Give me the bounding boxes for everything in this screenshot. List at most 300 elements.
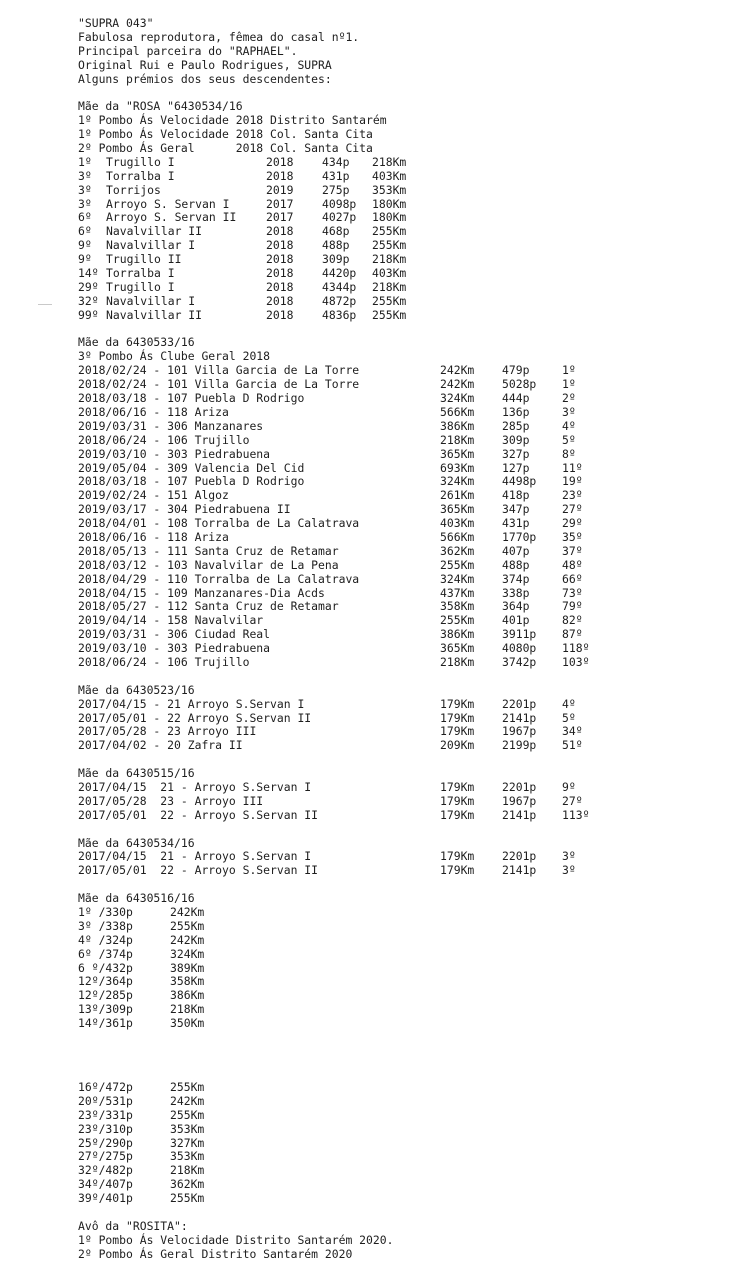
race-date-name: 2017/04/02 - 20 Zafra II: [78, 738, 243, 753]
race-distance: 324Km: [440, 391, 475, 406]
race-date-name: 2018/06/24 - 106 Trujillo: [78, 432, 250, 447]
race-points: 3742p: [502, 654, 537, 669]
race-points: 1967p: [502, 793, 537, 808]
margin-dash: [38, 304, 52, 305]
race-place: 27º: [562, 793, 583, 808]
result-place: 9º: [78, 252, 92, 267]
result-place-points: 39º/401p: [78, 1191, 133, 1206]
race-distance: 566Km: [440, 529, 475, 544]
race-date-name: 2018/03/18 - 107 Puebla D Rodrigo: [78, 391, 305, 406]
result-distance: 255Km: [372, 293, 407, 308]
result-place-points: 13º/309p: [78, 1002, 133, 1017]
race-place: 66º: [562, 571, 583, 586]
race-points: 431p: [502, 516, 530, 531]
race-row: [78, 545, 728, 559]
result-location: Trugillo II: [106, 252, 182, 267]
result-location: Arroyo S. Servan II: [106, 210, 237, 225]
result-row: [78, 1192, 728, 1206]
race-date-name: 2017/05/01 22 - Arroyo S.Servan II: [78, 863, 319, 878]
result-distance: 255Km: [372, 238, 407, 253]
result-place-points: 1º /330p: [78, 905, 133, 919]
result-year: 2018: [266, 238, 294, 253]
race-date-name: 2019/03/31 - 306 Ciudad Real: [78, 627, 271, 642]
race-distance: 437Km: [440, 585, 475, 600]
result-row: [78, 198, 728, 212]
race-distance: 324Km: [440, 571, 475, 586]
race-distance: 179Km: [440, 696, 475, 711]
result-distance: 353Km: [170, 1149, 205, 1164]
section-intro: Alguns prémios dos seus descendentes:: [78, 71, 332, 86]
race-points: 338p: [502, 585, 530, 600]
race-distance: 358Km: [440, 599, 475, 614]
result-place: 29º: [78, 279, 99, 294]
race-date-name: 2018/05/13 - 111 Santa Cruz de Retamar: [78, 543, 339, 558]
m523-results-table: [78, 698, 728, 754]
race-row: [78, 656, 728, 670]
result-row: [78, 989, 728, 1003]
race-points: 2201p: [502, 696, 537, 711]
race-row: [78, 392, 728, 406]
race-place: 5º: [562, 432, 576, 447]
race-place: 73º: [562, 585, 583, 600]
rosa-results-table: [78, 156, 728, 323]
m534-results-table: [78, 850, 728, 878]
pedigree-document: [78, 17, 728, 1262]
result-distance: 389Km: [170, 960, 205, 975]
result-place-points: 25º/290p: [78, 1135, 133, 1150]
race-date-name: 2019/02/24 - 151 Algoz: [78, 488, 229, 503]
result-place-points: 6 º/432p: [78, 960, 133, 975]
result-row: [78, 1017, 728, 1031]
result-row: [78, 253, 728, 267]
race-place: 37º: [562, 543, 583, 558]
result-place-points: 4º /324p: [78, 932, 133, 947]
race-distance: 218Km: [440, 432, 475, 447]
result-points: 4872p: [322, 293, 357, 308]
result-row: [78, 295, 728, 309]
result-row: [78, 1150, 728, 1164]
race-place: 4º: [562, 696, 576, 711]
race-date-name: 2019/03/10 - 303 Piedrabuena: [78, 446, 271, 461]
race-date-name: 2018/06/16 - 118 Ariza: [78, 404, 229, 419]
race-distance: 218Km: [440, 654, 475, 669]
race-row: [78, 489, 728, 503]
race-distance: 255Km: [440, 613, 475, 628]
race-points: 401p: [502, 613, 530, 628]
result-distance: 218Km: [372, 279, 407, 294]
result-row: [78, 156, 728, 170]
race-date-name: 2018/06/24 - 106 Trujillo: [78, 654, 250, 669]
result-row: [78, 1095, 728, 1109]
result-row: [78, 920, 728, 934]
result-place-points: 3º /338p: [78, 918, 133, 933]
race-row: [78, 434, 728, 448]
award-line: 1º Pombo Ás Velocidade Distrito Santarém 2020.: [78, 1232, 394, 1247]
race-distance: 362Km: [440, 543, 475, 558]
race-distance: 386Km: [440, 418, 475, 433]
section-title-6430523: Mãe da 6430523/16: [78, 682, 195, 697]
result-distance: 403Km: [372, 168, 407, 183]
race-distance: 566Km: [440, 404, 475, 419]
result-distance: 218Km: [372, 154, 407, 169]
result-place: 99º: [78, 307, 99, 322]
result-distance: 324Km: [170, 946, 205, 961]
m515-results-table: [78, 781, 728, 823]
race-place: 4º: [562, 418, 576, 433]
result-distance: 255Km: [372, 307, 407, 322]
race-distance: 209Km: [440, 738, 475, 753]
race-date-name: 2017/05/28 23 - Arroyo III: [78, 793, 264, 808]
race-points: 2199p: [502, 738, 537, 753]
race-points: 2201p: [502, 849, 537, 864]
race-row: [78, 628, 728, 642]
race-points: 418p: [502, 488, 530, 503]
race-date-name: 2018/03/18 - 107 Puebla D Rodrigo: [78, 474, 305, 489]
section-title-6430533: Mãe da 6430533/16: [78, 335, 195, 350]
section-title-6430534: Mãe da 6430534/16: [78, 835, 195, 850]
result-place: 3º: [78, 182, 92, 197]
race-place: 103º: [562, 654, 590, 669]
result-distance: 255Km: [372, 224, 407, 239]
race-points: 4080p: [502, 641, 537, 656]
race-distance: 242Km: [440, 377, 475, 392]
race-row: [78, 850, 728, 864]
race-date-name: 2017/05/01 22 - Arroyo S.Servan II: [78, 807, 319, 822]
bird-description: Fabulosa reprodutora, fêmea do casal nº1.: [78, 29, 360, 44]
result-place: 14º: [78, 266, 99, 281]
result-place-points: 23º/310p: [78, 1121, 133, 1136]
race-place: 113º: [562, 807, 590, 822]
race-place: 118º: [562, 641, 590, 656]
result-row: [78, 1164, 728, 1178]
race-points: 444p: [502, 391, 530, 406]
result-row: [78, 906, 728, 920]
race-row: [78, 642, 728, 656]
race-date-name: 2017/04/15 21 - Arroyo S.Servan I: [78, 849, 312, 864]
result-row: [78, 170, 728, 184]
race-distance: 403Km: [440, 516, 475, 531]
result-distance: 255Km: [170, 1080, 205, 1095]
result-distance: 350Km: [170, 1016, 205, 1031]
race-points: 488p: [502, 557, 530, 572]
race-distance: 179Km: [440, 863, 475, 878]
result-year: 2018: [266, 154, 294, 169]
race-place: 3º: [562, 849, 576, 864]
result-distance: 218Km: [372, 252, 407, 267]
result-row: [78, 184, 728, 198]
result-location: Trugillo I: [106, 154, 175, 169]
race-place: 27º: [562, 502, 583, 517]
result-location: Trugillo I: [106, 279, 175, 294]
race-place: 2º: [562, 391, 576, 406]
result-distance: 242Km: [170, 1093, 205, 1108]
result-location: Navalvillar I: [106, 293, 196, 308]
result-points: 4344p: [322, 279, 357, 294]
result-points: 4098p: [322, 196, 357, 211]
race-points: 2141p: [502, 863, 537, 878]
race-row: [78, 462, 728, 476]
race-date-name: 2017/05/01 - 22 Arroyo S.Servan II: [78, 710, 312, 725]
result-place: 3º: [78, 196, 92, 211]
race-points: 327p: [502, 446, 530, 461]
race-row: [78, 614, 728, 628]
result-row: [78, 962, 728, 976]
result-place: 6º: [78, 210, 92, 225]
race-date-name: 2018/05/27 - 112 Santa Cruz de Retamar: [78, 599, 339, 614]
result-points: 309p: [322, 252, 350, 267]
race-row: [78, 739, 728, 753]
race-row: [78, 781, 728, 795]
result-distance: 255Km: [170, 1107, 205, 1122]
race-date-name: 2019/03/31 - 306 Manzanares: [78, 418, 264, 433]
result-year: 2018: [266, 307, 294, 322]
race-points: 1770p: [502, 529, 537, 544]
race-row: [78, 517, 728, 531]
race-distance: 179Km: [440, 849, 475, 864]
result-place: 1º: [78, 154, 92, 169]
race-row: [78, 725, 728, 739]
race-points: 2141p: [502, 807, 537, 822]
race-points: 5028p: [502, 377, 537, 392]
race-place: 1º: [562, 363, 576, 378]
result-distance: 242Km: [170, 932, 205, 947]
result-row: [78, 948, 728, 962]
race-points: 2201p: [502, 779, 537, 794]
result-row: [78, 1123, 728, 1137]
result-location: Arroyo S. Servan I: [106, 196, 230, 211]
result-distance: 218Km: [170, 1163, 205, 1178]
race-place: 29º: [562, 516, 583, 531]
race-distance: 179Km: [440, 724, 475, 739]
race-date-name: 2019/04/14 - 158 Navalvilar: [78, 613, 264, 628]
result-distance: 353Km: [170, 1121, 205, 1136]
result-year: 2018: [266, 252, 294, 267]
result-points: 4027p: [322, 210, 357, 225]
race-points: 3911p: [502, 627, 537, 642]
race-row: [78, 600, 728, 614]
bird-origin: Original Rui e Paulo Rodrigues, SUPRA: [78, 57, 332, 72]
result-place: 3º: [78, 168, 92, 183]
result-row: [78, 1178, 728, 1192]
race-row: [78, 364, 728, 378]
result-row: [78, 281, 728, 295]
result-place-points: 12º/285p: [78, 988, 133, 1003]
result-year: 2018: [266, 266, 294, 281]
result-points: 488p: [322, 238, 350, 253]
race-date-name: 2019/05/04 - 309 Valencia Del Cid: [78, 460, 305, 475]
result-year: 2018: [266, 224, 294, 239]
result-points: 468p: [322, 224, 350, 239]
race-points: 479p: [502, 363, 530, 378]
race-row: [78, 378, 728, 392]
result-place-points: 27º/275p: [78, 1149, 133, 1164]
race-distance: 693Km: [440, 460, 475, 475]
race-place: 1º: [562, 377, 576, 392]
race-distance: 386Km: [440, 627, 475, 642]
race-place: 11º: [562, 460, 583, 475]
race-place: 35º: [562, 529, 583, 544]
race-points: 1967p: [502, 724, 537, 739]
result-distance: 242Km: [170, 905, 205, 919]
award-line: 1º Pombo Ás Velocidade 2018 Distrito Santarém: [78, 113, 387, 128]
result-location: Navalvillar I: [106, 238, 196, 253]
race-date-name: 2018/04/01 - 108 Torralba de La Calatrava: [78, 516, 360, 531]
result-place-points: 32º/482p: [78, 1163, 133, 1178]
race-row: [78, 559, 728, 573]
race-points: 285p: [502, 418, 530, 433]
race-date-name: 2019/03/10 - 303 Piedrabuena: [78, 641, 271, 656]
result-place-points: 6º /374p: [78, 946, 133, 961]
race-distance: 179Km: [440, 807, 475, 822]
result-distance: 180Km: [372, 210, 407, 225]
result-location: Torrijos: [106, 182, 161, 197]
result-distance: 327Km: [170, 1135, 205, 1150]
race-place: 19º: [562, 474, 583, 489]
result-row: [78, 1003, 728, 1017]
bird-partner: Principal parceira do "RAPHAEL".: [78, 43, 298, 58]
result-distance: 386Km: [170, 988, 205, 1003]
race-date-name: 2018/04/29 - 110 Torralba de La Calatrava: [78, 571, 360, 586]
race-place: 23º: [562, 488, 583, 503]
result-distance: 255Km: [170, 1191, 205, 1206]
result-location: Navalvillar II: [106, 224, 203, 239]
result-points: 275p: [322, 182, 350, 197]
result-place: 6º: [78, 224, 92, 239]
result-distance: 358Km: [170, 974, 205, 989]
race-row: [78, 475, 728, 489]
result-location: Torralba I: [106, 168, 175, 183]
race-date-name: 2017/05/28 - 23 Arroyo III: [78, 724, 257, 739]
result-distance: 403Km: [372, 266, 407, 281]
result-row: [78, 211, 728, 225]
section-title-6430515: Mãe da 6430515/16: [78, 766, 195, 781]
race-distance: 255Km: [440, 557, 475, 572]
race-place: 87º: [562, 627, 583, 642]
race-date-name: 2019/03/17 - 304 Piedrabuena II: [78, 502, 291, 517]
race-date-name: 2018/06/16 - 118 Ariza: [78, 529, 229, 544]
award-line: 2º Pombo Ás Geral 2018 Col. Santa Cita: [78, 141, 373, 156]
race-row: [78, 531, 728, 545]
result-distance: 255Km: [170, 918, 205, 933]
race-distance: 179Km: [440, 710, 475, 725]
result-place-points: 16º/472p: [78, 1080, 133, 1095]
race-distance: 365Km: [440, 641, 475, 656]
race-points: 364p: [502, 599, 530, 614]
race-row: [78, 573, 728, 587]
race-distance: 179Km: [440, 779, 475, 794]
section-title-rosa: Mãe da "ROSA "6430534/16: [78, 99, 243, 114]
race-place: 48º: [562, 557, 583, 572]
result-distance: 353Km: [372, 182, 407, 197]
result-row: [78, 239, 728, 253]
race-date-name: 2018/02/24 - 101 Villa Garcia de La Torre: [78, 377, 360, 392]
result-row: [78, 1081, 728, 1095]
race-distance: 324Km: [440, 474, 475, 489]
result-distance: 362Km: [170, 1177, 205, 1192]
race-points: 136p: [502, 404, 530, 419]
race-place: 3º: [562, 404, 576, 419]
race-place: 3º: [562, 863, 576, 878]
race-date-name: 2018/03/12 - 103 Navalvilar de La Pena: [78, 557, 339, 572]
award-line: 1º Pombo Ás Velocidade 2018 Col. Santa Cita: [78, 127, 373, 142]
race-points: 127p: [502, 460, 530, 475]
bird-name: "SUPRA 043": [78, 16, 154, 30]
race-points: 374p: [502, 571, 530, 586]
m516-results-table-a: [78, 906, 728, 1031]
race-row: [78, 809, 728, 823]
result-place-points: 20º/531p: [78, 1093, 133, 1108]
result-distance: 180Km: [372, 196, 407, 211]
result-place-points: 23º/331p: [78, 1107, 133, 1122]
race-place: 9º: [562, 779, 576, 794]
m533-results-table: [78, 364, 728, 670]
m516-results-table-b: [78, 1081, 728, 1206]
result-row: [78, 267, 728, 281]
race-row: [78, 406, 728, 420]
race-row: [78, 712, 728, 726]
result-location: Navalvillar II: [106, 307, 203, 322]
race-place: 82º: [562, 613, 583, 628]
race-row: [78, 448, 728, 462]
result-points: 434p: [322, 154, 350, 169]
award-line: 3º Pombo Ás Clube Geral 2018: [78, 349, 271, 364]
result-points: 4836p: [322, 307, 357, 322]
result-year: 2017: [266, 210, 294, 225]
race-place: 34º: [562, 724, 583, 739]
race-place: 8º: [562, 446, 576, 461]
race-distance: 261Km: [440, 488, 475, 503]
race-place: 51º: [562, 738, 583, 753]
result-place: 9º: [78, 238, 92, 253]
result-year: 2017: [266, 196, 294, 211]
result-location: Torralba I: [106, 266, 175, 281]
race-date-name: 2017/04/15 - 21 Arroyo S.Servan I: [78, 696, 305, 711]
race-distance: 365Km: [440, 446, 475, 461]
race-row: [78, 698, 728, 712]
race-distance: 242Km: [440, 363, 475, 378]
race-distance: 365Km: [440, 502, 475, 517]
result-place: 32º: [78, 293, 99, 308]
result-row: [78, 225, 728, 239]
result-place-points: 34º/407p: [78, 1177, 133, 1192]
race-place: 5º: [562, 710, 576, 725]
race-date-name: 2018/02/24 - 101 Villa Garcia de La Torre: [78, 363, 360, 378]
race-points: 347p: [502, 502, 530, 517]
race-row: [78, 503, 728, 517]
award-line: 2º Pombo Ás Geral Distrito Santarém 2020: [78, 1246, 353, 1261]
race-points: 309p: [502, 432, 530, 447]
section-title-6430516: Mãe da 6430516/16: [78, 891, 195, 906]
race-distance: 179Km: [440, 793, 475, 808]
result-points: 431p: [322, 168, 350, 183]
race-date-name: 2018/04/15 - 109 Manzanares-Dia Acds: [78, 585, 325, 600]
race-row: [78, 864, 728, 878]
result-row: [78, 1137, 728, 1151]
race-points: 407p: [502, 543, 530, 558]
result-row: [78, 934, 728, 948]
race-place: 79º: [562, 599, 583, 614]
result-row: [78, 1109, 728, 1123]
result-year: 2019: [266, 182, 294, 197]
result-row: [78, 309, 728, 323]
result-points: 4420p: [322, 266, 357, 281]
race-points: 2141p: [502, 710, 537, 725]
result-row: [78, 975, 728, 989]
race-row: [78, 795, 728, 809]
result-year: 2018: [266, 293, 294, 308]
race-row: [78, 587, 728, 601]
result-place-points: 12º/364p: [78, 974, 133, 989]
